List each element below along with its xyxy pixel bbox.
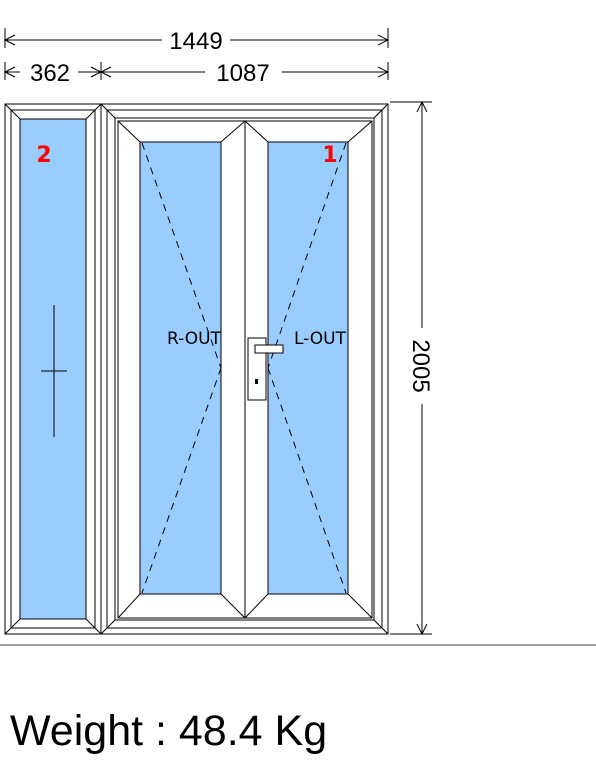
weight-label: Weight : 48.4 Kg (10, 707, 328, 755)
door-left-glass (140, 142, 221, 594)
sidelight-width-label: 362 (29, 60, 71, 87)
right-leaf-opening-label: L-OUT (294, 329, 346, 349)
dimension-sidelight-width (5, 60, 101, 87)
dimension-door-width (101, 60, 388, 87)
sidelight-panel (5, 104, 101, 634)
total-width-label: 1449 (169, 28, 223, 55)
sidelight-number: 2 (36, 143, 52, 168)
door-right-glass (268, 142, 348, 594)
door-leaf-number: 1 (322, 143, 338, 168)
left-leaf-opening-label: R-OUT (167, 329, 221, 349)
dimension-total-width (5, 28, 388, 55)
door-left-leaf (118, 121, 245, 618)
sidelight-glass (20, 119, 86, 619)
height-label: 2005 (407, 339, 434, 393)
door-width-label: 1087 (216, 60, 270, 87)
dimension-height (390, 102, 434, 634)
